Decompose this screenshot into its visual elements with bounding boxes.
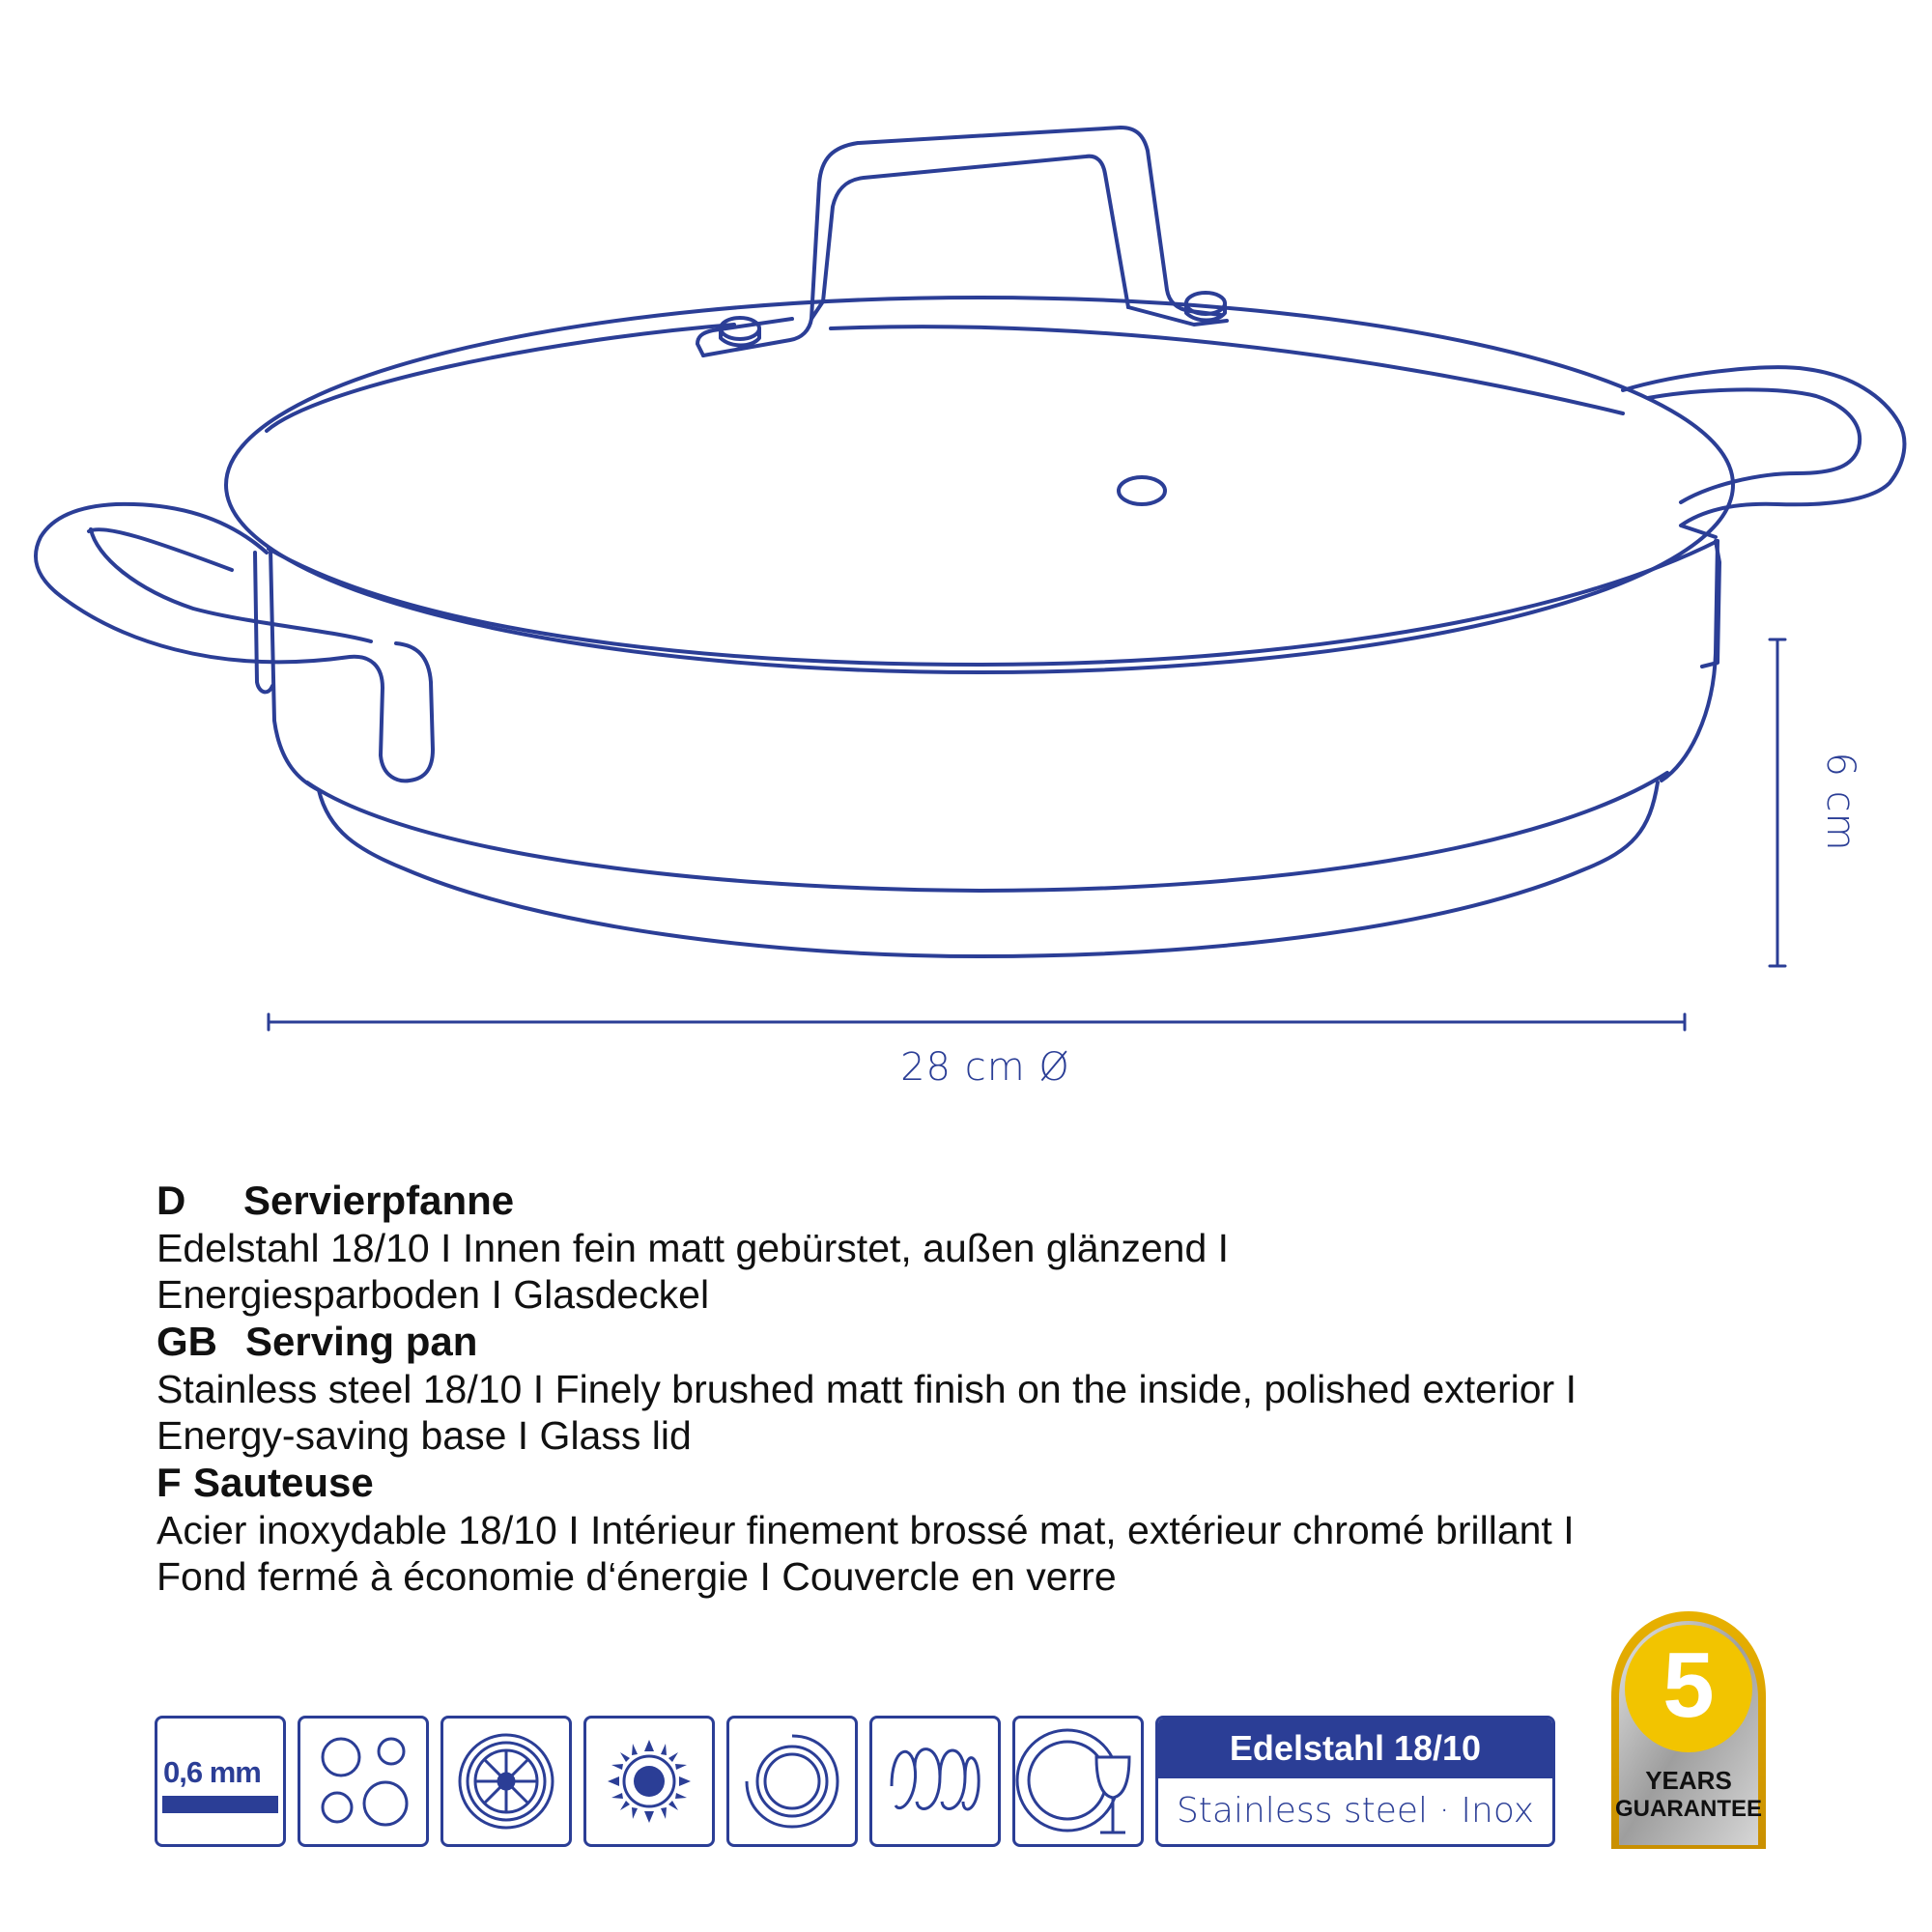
- guarantee-years-number: 5: [1662, 1634, 1715, 1737]
- guarantee-years-label: YEARS: [1645, 1766, 1732, 1795]
- product-title-gb: Serving pan: [245, 1319, 478, 1364]
- material-badge: [1155, 1716, 1555, 1847]
- induction-hob-icon: [869, 1716, 1001, 1847]
- left-handle: [36, 504, 433, 781]
- guarantee-word-label: GUARANTEE: [1614, 1796, 1762, 1822]
- lid-vent-icon: [1119, 477, 1165, 504]
- language-code-de: D: [156, 1178, 186, 1223]
- gas-hob-icon: [583, 1716, 715, 1847]
- dishwasher-safe-icon: [1012, 1716, 1144, 1847]
- material-badge-subtitle: Stainless steel · Inox: [1176, 1791, 1535, 1831]
- product-title-fr: Sauteuse: [193, 1460, 374, 1505]
- ceramic-hob-icon: [726, 1716, 858, 1847]
- description-line: Stainless steel 18/10 I Finely brushed matt finish on the inside, polished exterior I: [156, 1367, 1577, 1411]
- width-dimension-line: [269, 1014, 1685, 1030]
- halogen-hob-icon: [440, 1716, 572, 1847]
- pan-rim: [269, 541, 1718, 665]
- height-dimension-label: 6 cm: [1818, 752, 1862, 852]
- thickness-label: 0,6 mm: [163, 1755, 261, 1789]
- pan-base-top: [307, 773, 1667, 891]
- width-dimension-label: 28 cm Ø: [900, 1045, 1070, 1090]
- material-badge-title: Edelstahl 18/10: [1158, 1719, 1552, 1778]
- right-handle: [1623, 367, 1904, 537]
- electric-hob-icon: [298, 1716, 429, 1847]
- language-code-fr: F: [156, 1460, 182, 1505]
- description-line: Energiesparboden I Glasdeckel: [156, 1272, 710, 1317]
- description-line: Acier inoxydable 18/10 I Intérieur finement brossé mat, extérieur chromé brillant I: [156, 1508, 1575, 1552]
- pan-left-wall: [270, 549, 319, 790]
- description-heading-de: [156, 1177, 1799, 1225]
- thickness-icon: [155, 1716, 286, 1847]
- thickness-bar: [162, 1796, 278, 1813]
- guarantee-badge: [1600, 1607, 1777, 1851]
- language-code-gb: GB: [156, 1319, 217, 1364]
- pan-right-wall: [1662, 541, 1718, 781]
- description-heading-gb: [156, 1318, 1799, 1366]
- product-title-de: Servierpfanne: [243, 1178, 515, 1223]
- pan-base-bottom: [319, 782, 1658, 956]
- description-line: Fond fermé à économie d‘énergie I Couvercle en verre: [156, 1554, 1117, 1599]
- lid-inner-rim-right: [831, 327, 1623, 413]
- lid-handle-inner: [811, 156, 1128, 319]
- height-dimension-line: [1770, 639, 1785, 966]
- description-line: Edelstahl 18/10 I Innen fein matt gebürstet, außen glänzend I: [156, 1226, 1230, 1270]
- description-line: Energy-saving base I Glass lid: [156, 1413, 692, 1458]
- product-descriptions: [156, 1177, 1799, 1600]
- description-heading-fr: [156, 1459, 1799, 1507]
